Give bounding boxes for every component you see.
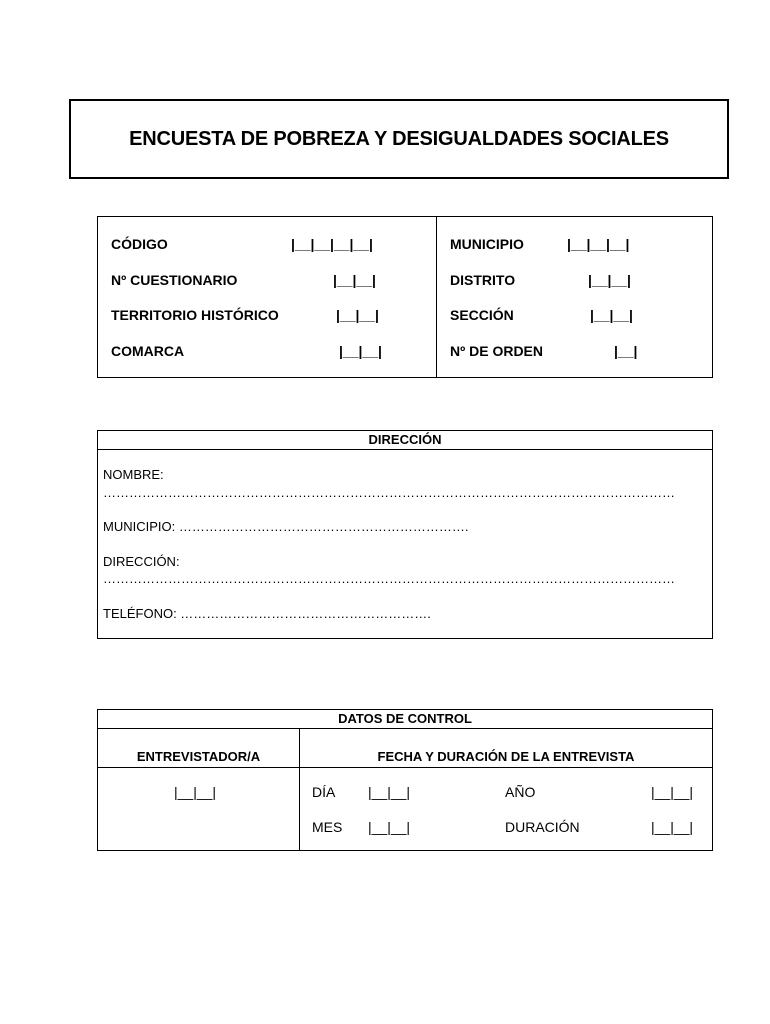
duracion-field[interactable]: |__|__| [651, 819, 694, 835]
form-title: ENCUESTA DE POBREZA Y DESIGUALDADES SOCIALES [129, 127, 669, 150]
cuestionario-field[interactable]: |__|__| [333, 272, 376, 288]
distrito-field[interactable]: |__|__| [588, 272, 631, 288]
territorio-field[interactable]: |__|__| [336, 307, 379, 323]
dia-field[interactable]: |__|__| [368, 784, 411, 800]
seccion-label: SECCIÓN [450, 307, 514, 323]
control-column-divider [299, 729, 300, 851]
fecha-header: FECHA Y DURACIÓN DE LA ENTREVISTA [377, 749, 635, 764]
control-box [97, 709, 713, 851]
anio-label: AÑO [505, 784, 536, 800]
municipio-field[interactable]: MUNICIPIO: …………………………………………………………. [103, 519, 469, 534]
direccion-label: DIRECCIÓN: [103, 554, 180, 569]
municipio-label: MUNICIPIO [450, 236, 524, 252]
territorio-label: TERRITORIO HISTÓRICO [111, 307, 279, 323]
direccion-box [97, 430, 713, 639]
cuestionario-label: Nº CUESTIONARIO [111, 272, 238, 288]
comarca-field[interactable]: |__|__| [339, 343, 382, 359]
direccion-field[interactable]: …………………………………………………………………………………………………………………… [103, 571, 675, 586]
anio-field[interactable]: |__|__| [651, 784, 694, 800]
municipio-field[interactable]: |__|__|__| [567, 236, 630, 252]
nombre-field[interactable]: …………………………………………………………………………………………………………………… [103, 485, 675, 500]
mes-label: MES [312, 819, 343, 835]
entrevistador-field[interactable]: |__|__| [174, 784, 217, 800]
identification-right-column [437, 217, 712, 377]
nombre-label: NOMBRE: [103, 467, 164, 482]
orden-field[interactable]: |__| [614, 343, 638, 359]
seccion-field[interactable]: |__|__| [590, 307, 633, 323]
title-box [69, 99, 729, 179]
identification-left-column [98, 217, 437, 377]
distrito-label: DISTRITO [450, 272, 516, 288]
orden-label: Nº DE ORDEN [450, 343, 544, 359]
comarca-label: COMARCA [111, 343, 185, 359]
identification-box [97, 216, 713, 378]
control-header: DATOS DE CONTROL [98, 710, 712, 729]
entrevistador-header: ENTREVISTADOR/A [136, 749, 261, 764]
direccion-header: DIRECCIÓN [98, 431, 712, 450]
codigo-label: CÓDIGO [111, 236, 168, 252]
telefono-field[interactable]: TELÉFONO: …………………………………………………. [103, 606, 431, 621]
codigo-field[interactable]: |__|__|__|__| [291, 236, 373, 252]
control-subheader-row [98, 729, 712, 768]
dia-label: DÍA [312, 784, 336, 800]
duracion-label: DURACIÓN [505, 819, 580, 835]
mes-field[interactable]: |__|__| [368, 819, 411, 835]
